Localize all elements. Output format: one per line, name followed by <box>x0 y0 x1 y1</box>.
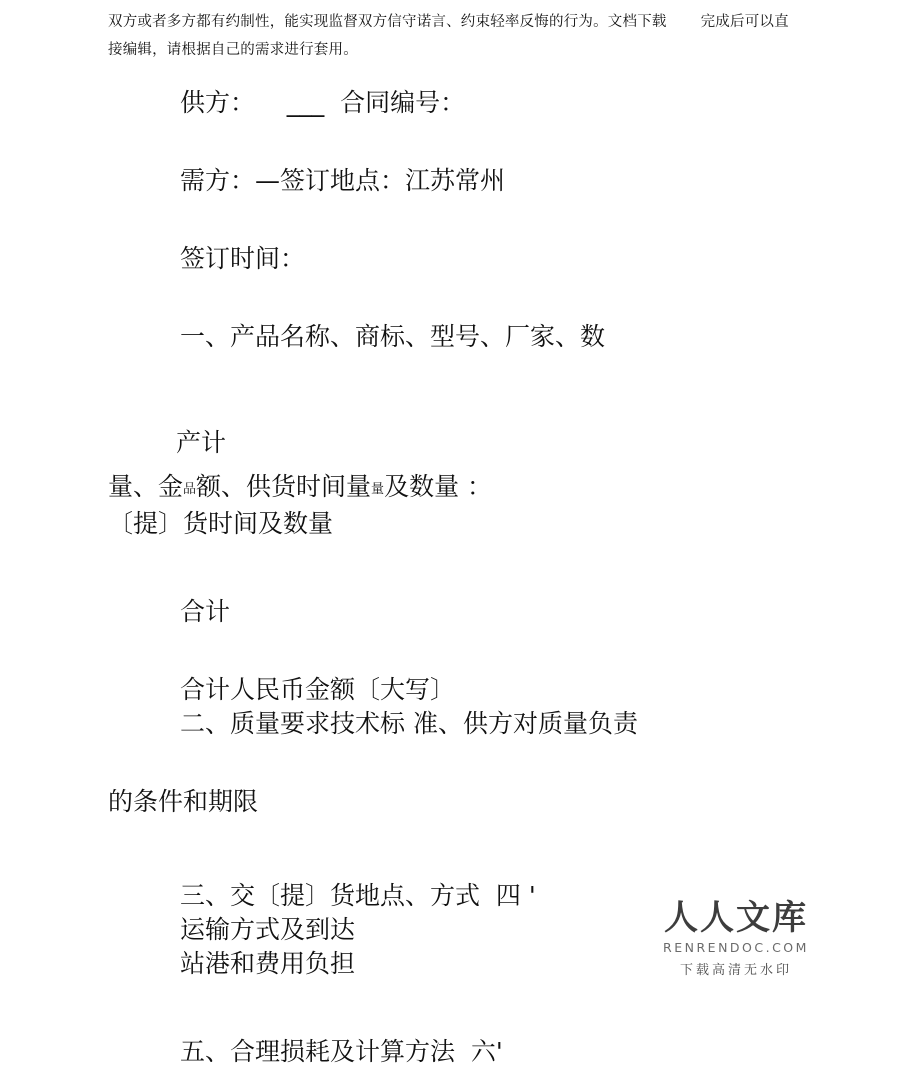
spacer <box>0 741 920 785</box>
line-section-two-cont: 的条件和期限 <box>108 787 259 816</box>
spacer <box>0 460 920 470</box>
spacer <box>0 981 920 1035</box>
amount-text-a: 量、金 <box>108 472 184 501</box>
line-section-five: 五、合理损耗及计算方法 六' <box>180 1037 503 1066</box>
watermark-footnote: 下载高清无水印 <box>679 963 792 978</box>
line-sign-time: 签订时间： <box>180 244 306 273</box>
line-total: 合计 <box>180 597 231 626</box>
spacer <box>0 354 920 426</box>
intro-text-part2: 完成后可以直接编辑，请根据自己的需求进行套用。 <box>108 14 789 58</box>
spacer <box>0 541 920 595</box>
line-supplier: 供方： ___ 合同编号： <box>180 88 466 117</box>
spacer <box>0 198 920 242</box>
line-delivery-time: 〔提〕货时间及数量 <box>108 509 334 538</box>
line-product-count: 产计 <box>176 428 227 457</box>
line-section-one: 一、产品名称、商标、型号、厂家、数 <box>180 322 606 351</box>
line-transport: 运输方式及到达 <box>180 915 356 944</box>
spacer <box>0 120 920 164</box>
line-station: 站港和费用负担 <box>180 949 356 978</box>
spacer <box>0 629 920 673</box>
line-amount <box>0 470 920 507</box>
spacer <box>0 819 920 879</box>
amount-sup-a: 品 <box>183 482 197 497</box>
line-section-two: 二、质量要求技术标 准、供方对质量负责 <box>180 709 638 738</box>
watermark-domain: RENRENDOC.COM <box>663 940 809 955</box>
line-total-rmb: 合计人民币金额〔大写〕 <box>180 675 456 704</box>
watermark-title: 人人文库 <box>664 898 808 938</box>
intro-paragraph <box>108 8 800 64</box>
amount-sup-b: 量 <box>371 482 385 497</box>
amount-text-b: 额、供货时间量 <box>196 472 372 501</box>
intro-text-part1: 双方或者多方都有约制性，能实现监督双方信守诺言、约束轻率反悔的行为。文档下载 <box>108 14 667 30</box>
spacer <box>0 276 920 320</box>
amount-text-c: 及数量 ： <box>384 472 493 501</box>
watermark <box>636 898 836 978</box>
line-demander: 需方：—签订地点：江苏常州 <box>180 166 506 195</box>
line-section-three: 三、交〔提〕货地点、方式 四 ' <box>180 881 536 910</box>
